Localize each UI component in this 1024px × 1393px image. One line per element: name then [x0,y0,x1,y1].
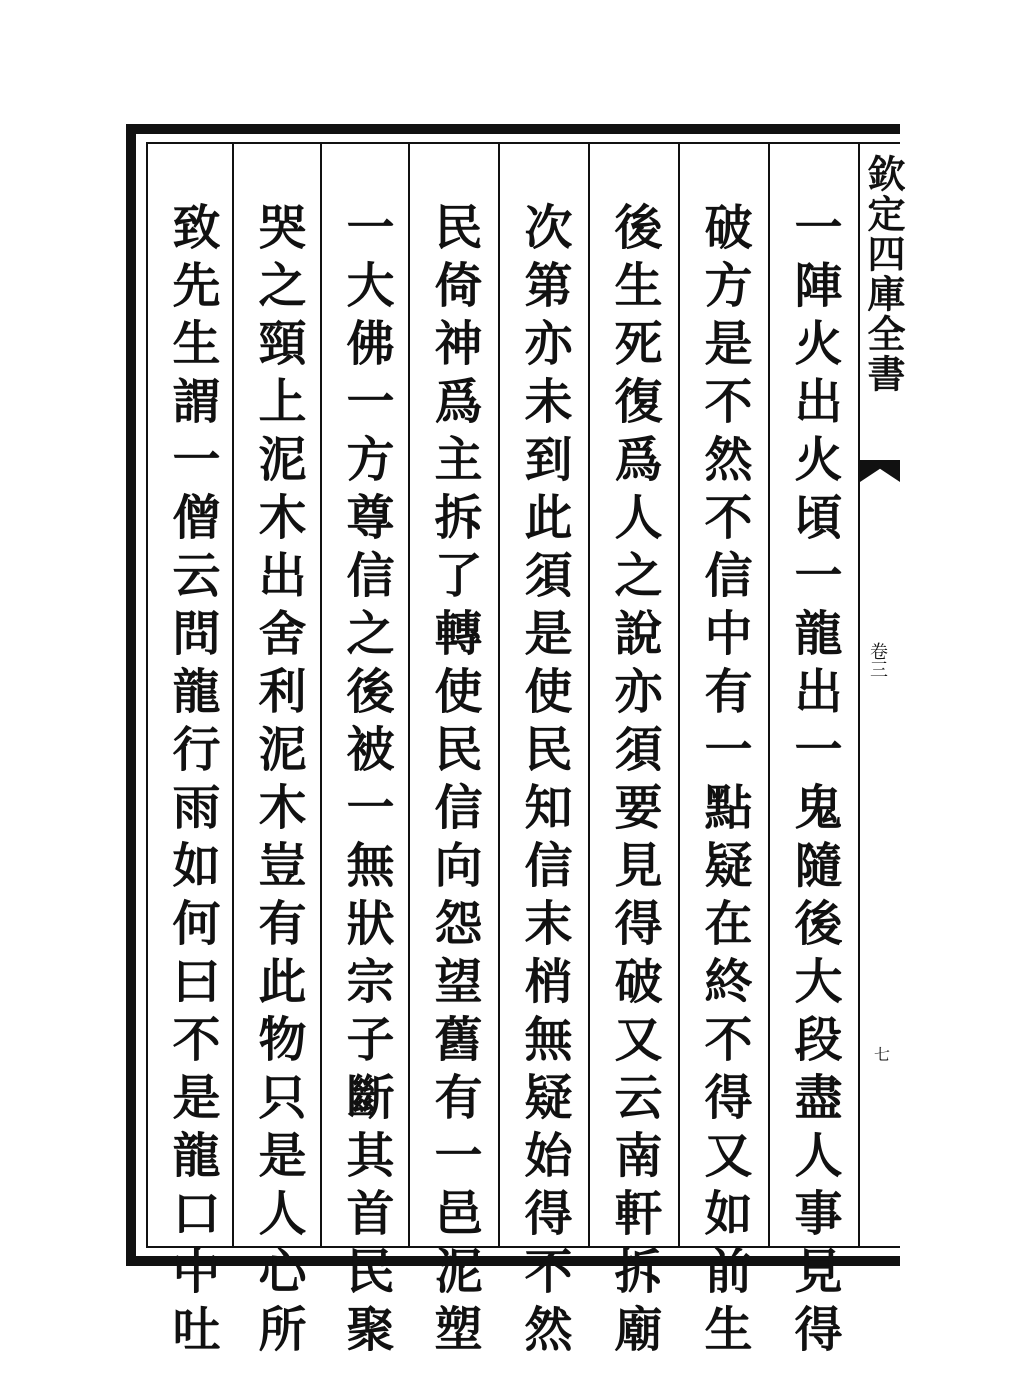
volume-label: 卷三 [867,642,888,678]
column-text: 致先生謂一僧云問龍行雨如何曰不是龍口中吐 [164,202,220,1362]
column-text: 一大佛一方尊信之後被一無狀宗子斷其首民聚 [338,202,394,1362]
column-divider [588,142,590,1248]
text-column-7 [234,142,322,1362]
text-column-2 [680,142,768,1362]
column-text: 民倚神爲主拆了轉使民信向怨望舊有一邑泥塑 [426,202,482,1362]
text-column-5 [410,142,498,1362]
page-number: 七 [874,1045,891,1064]
text-column-6 [322,142,410,1362]
fish-tail-mark-icon [860,460,900,482]
column-text: 哭之頸上泥木出舍利泥木豈有此物只是人心所 [250,202,306,1362]
column-text: 次第亦未到此須是使民知信末梢無疑始得不然 [516,202,572,1362]
column-divider [678,142,680,1248]
column-divider [498,142,500,1248]
column-text: 一陣火出火頃一龍出一鬼隨後大段盡人事見得 [786,202,842,1362]
column-divider [768,142,770,1248]
book-title: 欽定四庫全書 [861,154,906,394]
text-column-1 [770,142,858,1362]
column-text: 後生死復爲人之說亦須要見得破又云南軒拆廟 [606,202,662,1362]
text-column-4 [500,142,588,1362]
margin-column [858,142,906,1248]
text-column-8 [148,142,236,1362]
text-column-3 [590,142,678,1362]
column-text: 破方是不然不信中有一點疑在終不得又如前生 [696,202,752,1362]
